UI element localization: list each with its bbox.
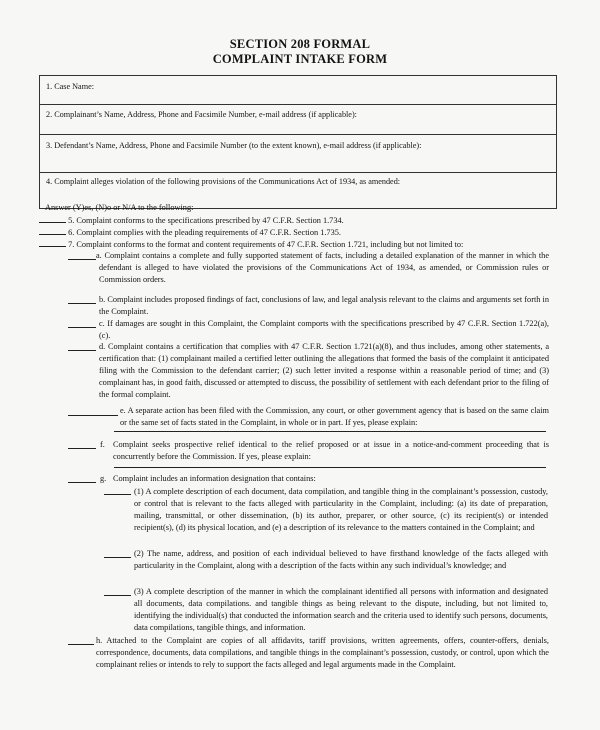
item-g2-answer-blank[interactable]	[104, 557, 131, 558]
item-c-answer-blank[interactable]	[68, 327, 96, 328]
item-g2-text: (2) The name, address, and position of each individual believed to have firsthand knowledge of the facts alleged with particularity in the Complaint, along with a description of the facts within any such individual’s knowledge; and	[134, 549, 548, 570]
item-g1-answer-blank[interactable]	[104, 494, 131, 495]
item-g-number: g.	[100, 474, 107, 483]
item-f-text: Complaint seeks prospective relief identical to the relief proposed or at issue in a notice-and-comment proceeding that is concurrently before the Commission. If yes, please explain:	[113, 440, 549, 461]
item-7-answer-blank[interactable]	[39, 238, 66, 247]
item-g3-answer-blank[interactable]	[104, 595, 131, 596]
item-5-answer-blank[interactable]	[39, 214, 66, 223]
form-title-line2: COMPLAINT INTAKE FORM	[212, 52, 388, 66]
item-c-text: c. If damages are sought in this Complaint, the Complaint comports with the specifications prescribed by 47 C.F.R. Section 1.722(a), (c).	[99, 319, 549, 340]
item-e-answer-blank[interactable]	[68, 415, 118, 416]
item-g-text: Complaint includes an information designation that contains:	[113, 474, 316, 483]
item-g-answer-blank[interactable]	[68, 482, 96, 483]
item-6-text: 6. Complaint complies with the pleading requirements of 47 C.F.R. Section 1.735.	[68, 228, 341, 237]
item-d-text: d. Complaint contains a certification that complies with 47 C.F.R. Section 1.721(a)(8), and thus includes, among other statements, a certification that: (1) complainant mailed a certified letter outlining the allegations that formed the basis of the complaint it anticipated filing with the Commission to the defendant carrier; (2) such letter invited a response within a reasonable period of time; and (3) complainant has, in good faith, discussed or attempted to discuss, the possibility of settlement with each defendant prior to the filing of the formal complaint.	[99, 342, 549, 399]
item-5-text: 5. Complaint conforms to the specifications prescribed by 47 C.F.R. Section 1.734.	[68, 216, 344, 225]
item-7-text: 7. Complaint conforms to the format and content requirements of 47 C.F.R. Section 1.721, including but not limited to:	[68, 240, 464, 249]
item-d-answer-blank[interactable]	[68, 350, 96, 351]
defendant-info-label: 3. Defendant’s Name, Address, Phone and Facsimile Number (to the extent known), e-mail address (if applicable):	[46, 141, 422, 150]
item-b-answer-blank[interactable]	[68, 303, 96, 304]
violation-provisions-label: 4. Complaint alleges violation of the following provisions of the Communications Act of 1934, as amended:	[46, 177, 401, 186]
case-name-label: 1. Case Name:	[46, 82, 94, 91]
complainant-info-field[interactable]	[40, 105, 556, 135]
complainant-info-label: 2. Complainant’s Name, Address, Phone and Facsimile Number, e-mail address (if applicable):	[46, 110, 357, 119]
item-b-text: b. Complaint includes proposed findings of fact, conclusions of law, and legal analysis relevant to the claims and arguments set forth in the Complaint.	[99, 295, 549, 316]
item-f-explain-line[interactable]	[114, 467, 546, 468]
item-e-text: e. A separate action has been filed with the Commission, any court, or other government agency that is based on the same claim or the same set of facts stated in the Complaint, in whole or in part. If yes, please explain:	[120, 406, 549, 427]
answer-instructions: Answer (Y)es, (N)o or N/A to the following:	[45, 203, 194, 212]
item-e-explain-line[interactable]	[114, 431, 546, 432]
item-h-text: h. Attached to the Complaint are copies of all affidavits, tariff provisions, written agreements, offers, counter-offers, denials, correspondence, documents, data compilations, and tangible things in the complainant’s possession, custody, or control, upon which the complainant relies or intends to rely to support the facts alleged and legal arguments made in the Complaint.	[96, 636, 549, 669]
case-name-field[interactable]	[40, 76, 556, 105]
item-f-answer-blank[interactable]	[68, 448, 96, 449]
item-g1-text: (1) A complete description of each document, data compilation, and tangible thing in the complainant’s possession, custody, or control that is relevant to the facts alleged with particularity in the Complaint, including: (a) its date of preparation, mailing, transmittal, or other dissemination, (b) its author, preparer, or other source, (c) its recipient(s) or intended recipient(s), (d) its physical location, and (e) a description of its relevance to the matters contained in the Complaint; and	[134, 487, 548, 532]
item-f-number: f.	[100, 440, 105, 449]
item-a-text: a. Complaint contains a complete and fully supported statement of facts, including a detailed explanation of the manner in which the defendant is alleged to have violated the provisions of the Communications Act of 1934, as amended, or Commission rules or Commission orders.	[96, 251, 549, 284]
item-g3-text: (3) A complete description of the manner in which the complainant identified all persons with information and designated all documents, data compilations. and tangible things as being relevant to the dispute, including, but not limited to, identifying the individual(s) that conducted the information search and the criteria used to identify such persons, documents, data compilations, tangible things, and information.	[134, 587, 548, 632]
defendant-info-field[interactable]	[40, 135, 556, 173]
item-6-answer-blank[interactable]	[39, 226, 66, 235]
form-title-line1: SECTION 208 FORMAL	[229, 37, 371, 51]
item-a-answer-blank[interactable]	[68, 259, 96, 260]
intake-fields-table	[39, 75, 557, 209]
item-h-answer-blank[interactable]	[68, 644, 94, 645]
